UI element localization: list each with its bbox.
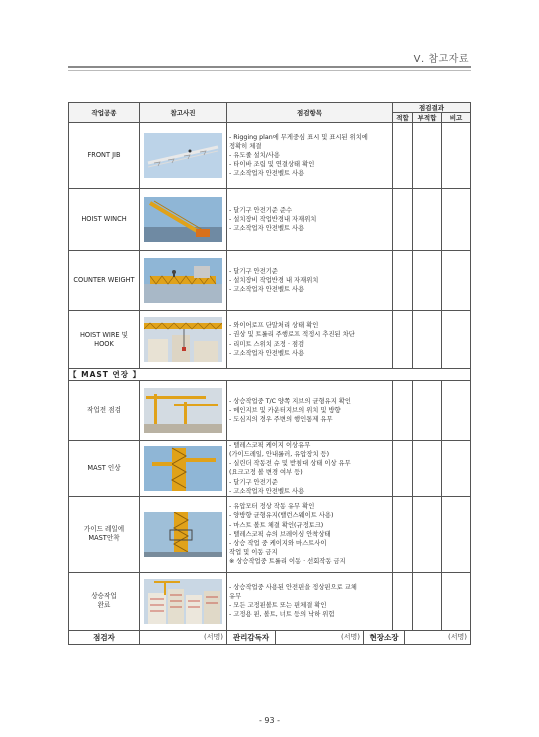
work-type-label: HOIST WINCH: [81, 215, 127, 224]
reference-photo-cell: [140, 189, 227, 251]
unsuitable-checkbox-cell[interactable]: [413, 251, 442, 311]
checklist-row: [69, 189, 471, 251]
suitable-checkbox-cell[interactable]: [393, 189, 413, 251]
checklist-row: [69, 441, 471, 497]
check-item: - 고소작업자 안전벨트 사용: [229, 349, 305, 357]
check-item: - 도심지의 경우 주변의 행인통제 유무: [229, 416, 333, 424]
site-manager-signature[interactable]: (서명): [448, 633, 468, 642]
check-item: - 달기구 안전기준 준수: [229, 206, 293, 214]
work-type-label: FRONT JIB: [87, 151, 121, 160]
check-items-cell: [227, 311, 393, 369]
check-item: ※ 상승작업중 트롤리 이동 · 선회작동 금지: [229, 558, 346, 566]
unsuitable-checkbox-cell[interactable]: [413, 381, 442, 441]
suitable-checkbox-cell[interactable]: [393, 251, 413, 311]
remarks-cell[interactable]: [442, 189, 471, 251]
work-type-label: COUNTER WEIGHT: [73, 276, 135, 285]
checklist-row: [69, 496, 471, 572]
col-header-unsuitable: 부적합: [413, 113, 442, 123]
reference-photo-cell: [140, 381, 227, 441]
reference-photo-cell: [140, 311, 227, 369]
check-item: - 고소작업자 안전벨트 사용: [229, 487, 305, 495]
col-header-photo: 참고사진: [140, 103, 227, 123]
col-header-remarks: 비고: [442, 113, 471, 123]
check-item: - 리미트 스위치 조정 · 점검: [229, 340, 305, 348]
crane-jib-photo: [144, 133, 222, 178]
inspector-label: 점검자: [69, 630, 140, 644]
check-item: - 실린더 작동전 슈 및 받침대 상태 이상 유무 (요크고정 볼 변경 여부 등): [229, 460, 351, 477]
check-items-cell: [227, 189, 393, 251]
reference-photo-cell: [140, 441, 227, 497]
work-type-cell: [69, 251, 140, 311]
check-item: - 텔레스코픽 슈의 브레이싱 안착상태: [229, 530, 331, 538]
col-header-check-items: 점검항목: [227, 103, 393, 123]
check-item: - 고소작업자 안전벨트 사용: [229, 286, 305, 294]
check-item: - 고소작업자 안전벨트 사용: [229, 170, 305, 178]
check-item: - Rigging plan에 무게중심 표시 및 표시된 위치에 정확히 체결: [229, 133, 368, 150]
suitable-checkbox-cell[interactable]: [393, 572, 413, 630]
work-type-cell: [69, 381, 140, 441]
reference-photo-cell: [140, 496, 227, 572]
unsuitable-checkbox-cell[interactable]: [413, 189, 442, 251]
mast-lift-photo: [144, 446, 222, 491]
check-item: - 메인지브 및 카운터지브의 위치 및 방향: [229, 406, 341, 414]
work-type-cell: [69, 123, 140, 189]
col-header-work-type: 작업공종: [69, 103, 140, 123]
remarks-cell[interactable]: [442, 381, 471, 441]
chapter-title: Ⅴ. 참고자료: [413, 54, 469, 65]
check-items-cell: [227, 251, 393, 311]
work-type-cell: [69, 572, 140, 630]
check-item: - 권상 및 트롤리 주행로프 적정시 추진된 차단: [229, 331, 355, 339]
work-type-label: 상승작업 완료: [91, 592, 117, 610]
inspector-signature[interactable]: (서명): [140, 630, 227, 644]
remarks-cell[interactable]: [442, 441, 471, 497]
check-item: - 상승작업중 T/C 양쪽 지브의 균형유지 확인: [229, 397, 351, 405]
checklist-row: [69, 123, 471, 189]
unsuitable-checkbox-cell[interactable]: [413, 572, 442, 630]
remarks-cell[interactable]: [442, 123, 471, 189]
work-type-label: MAST 인상: [87, 463, 121, 472]
suitable-checkbox-cell[interactable]: [393, 441, 413, 497]
section-mast-extension: 【 MAST 연장 】: [69, 369, 471, 381]
check-item: - 모든 고정핀볼트 또는 핀체결 확인: [229, 602, 327, 610]
check-item: - 고소작업자 안전벨트 사용: [229, 225, 305, 233]
suitable-checkbox-cell[interactable]: [393, 496, 413, 572]
check-item: - 설치장비 작업반경 내 자재위치: [229, 276, 319, 284]
check-item: - 유압모터 정상 작동 유무 확인: [229, 503, 315, 511]
site-manager-label: 현장소장: [364, 631, 405, 644]
check-items-cell: [227, 441, 393, 497]
check-item: - 텔레스코픽 케이지 이상유무 (가이드레일, 안내롤러, 유압장치 등): [229, 442, 330, 459]
hoist-wire-photo: [144, 317, 222, 362]
col-header-result: 점검결과: [393, 103, 471, 113]
check-item: - 설치장비 작업반경내 자재위치: [229, 215, 317, 223]
check-item: - 고정용 핀, 볼트, 너트 등의 낙하 위험: [229, 611, 335, 619]
check-item: - 유도줄 설치/사용: [229, 151, 280, 159]
reference-photo-cell: [140, 251, 227, 311]
check-item: - 상승 작업 중 케이지와 마스트사이 작업 및 이동 금지: [229, 539, 327, 556]
suitable-checkbox-cell[interactable]: [393, 381, 413, 441]
unsuitable-checkbox-cell[interactable]: [413, 441, 442, 497]
check-item: - 와이어로프 단말처리 상태 확인: [229, 322, 319, 330]
checklist-row: [69, 251, 471, 311]
checklist-row: [69, 311, 471, 369]
check-items-cell: [227, 381, 393, 441]
work-type-cell: [69, 311, 140, 369]
supervisor-label: 관리감독자: [227, 631, 276, 644]
pre-work-inspection-photo: [144, 388, 222, 433]
tower-crane-checklist-table: [68, 102, 471, 645]
check-item: - 상승작업중 사용된 안전핀을 정상핀으로 교체 유무: [229, 584, 357, 601]
supervisor-signature[interactable]: (서명): [276, 631, 364, 644]
work-type-cell: [69, 496, 140, 572]
remarks-cell[interactable]: [442, 251, 471, 311]
suitable-checkbox-cell[interactable]: [393, 123, 413, 189]
page-number: - 93 -: [258, 716, 281, 725]
unsuitable-checkbox-cell[interactable]: [413, 123, 442, 189]
climbing-complete-photo: [144, 579, 222, 624]
check-item: - 타이바 조립 및 연결상태 확인: [229, 161, 315, 169]
unsuitable-checkbox-cell[interactable]: [413, 496, 442, 572]
suitable-checkbox-cell[interactable]: [393, 311, 413, 369]
header-rule-thin: [68, 70, 471, 71]
header-rule: [68, 66, 471, 68]
guide-rail-mast-photo: [144, 512, 222, 557]
reference-photo-cell: [140, 572, 227, 630]
counter-weight-photo: [144, 258, 222, 303]
check-items-cell: [227, 496, 393, 572]
work-type-label: 가이드 레일에 MAST안착: [83, 525, 125, 543]
work-type-label: 작업전 점검: [87, 406, 121, 415]
work-type-cell: [69, 189, 140, 251]
check-item: - 달기구 안전기준: [229, 478, 278, 486]
hoist-winch-photo: [144, 197, 222, 242]
unsuitable-checkbox-cell[interactable]: [413, 311, 442, 369]
work-type-cell: [69, 441, 140, 497]
check-item: - 양방향 균형유지(밸런스웨이트 사용): [229, 512, 334, 520]
work-type-label: HOIST WIRE 및 HOOK: [79, 330, 129, 348]
reference-photo-cell: [140, 123, 227, 189]
col-header-suitable: 적합: [393, 113, 413, 123]
remarks-cell[interactable]: [442, 311, 471, 369]
check-item: - 달기구 안전기준: [229, 267, 278, 275]
checklist-row: [69, 572, 471, 630]
remarks-cell[interactable]: [442, 496, 471, 572]
remarks-cell[interactable]: [442, 572, 471, 630]
checklist-row: [69, 381, 471, 441]
check-items-cell: [227, 123, 393, 189]
check-items-cell: [227, 572, 393, 630]
check-item: - 마스트 볼트 체결 확인(규정토크): [229, 521, 324, 529]
